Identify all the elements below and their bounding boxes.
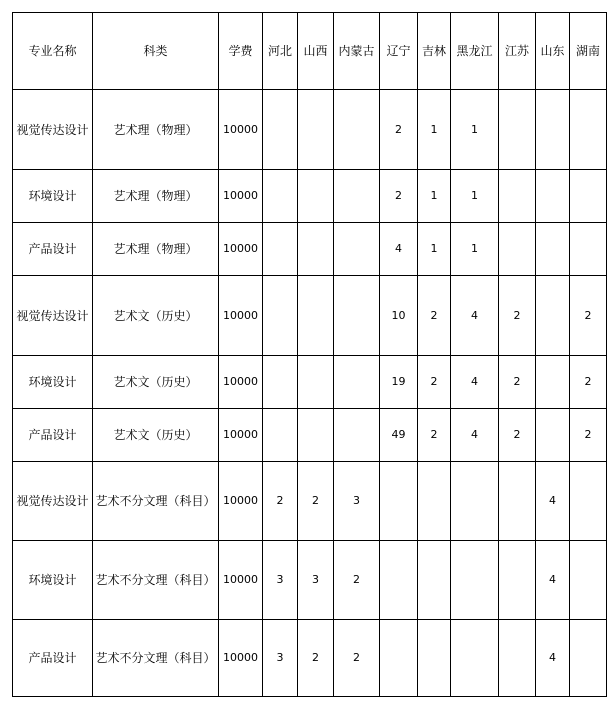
cell-hebei: 3 <box>263 541 298 620</box>
cell-jiangsu <box>499 620 536 697</box>
cell-shandong: 4 <box>536 541 570 620</box>
cell-hunan: 2 <box>570 356 607 409</box>
cell-liaoning: 49 <box>380 409 418 462</box>
cell-shanxi: 2 <box>298 462 334 541</box>
cell-tuition: 10000 <box>219 276 263 356</box>
header-shandong: 山东 <box>536 13 570 90</box>
cell-jiangsu <box>499 223 536 276</box>
header-jilin: 吉林 <box>418 13 451 90</box>
cell-shanxi: 3 <box>298 541 334 620</box>
cell-hunan <box>570 223 607 276</box>
header-hunan: 湖南 <box>570 13 607 90</box>
cell-shandong <box>536 356 570 409</box>
cell-neimenggu: 2 <box>334 620 380 697</box>
cell-hunan: 2 <box>570 276 607 356</box>
cell-tuition: 10000 <box>219 409 263 462</box>
cell-shandong: 4 <box>536 462 570 541</box>
cell-jilin: 2 <box>418 356 451 409</box>
cell-tuition: 10000 <box>219 90 263 170</box>
cell-jiangsu <box>499 462 536 541</box>
cell-heilongjiang: 1 <box>451 90 499 170</box>
table-row <box>13 541 607 620</box>
cell-major: 环境设计 <box>13 541 93 620</box>
cell-jilin: 2 <box>418 409 451 462</box>
cell-major: 产品设计 <box>13 223 93 276</box>
cell-liaoning <box>380 462 418 541</box>
header-hebei: 河北 <box>263 13 298 90</box>
cell-liaoning <box>380 620 418 697</box>
cell-major: 视觉传达设计 <box>13 90 93 170</box>
cell-liaoning: 10 <box>380 276 418 356</box>
cell-heilongjiang <box>451 462 499 541</box>
cell-tuition: 10000 <box>219 541 263 620</box>
table-row <box>13 356 607 409</box>
cell-jilin <box>418 462 451 541</box>
cell-category: 艺术理（物理） <box>93 90 219 170</box>
cell-category: 艺术理（物理） <box>93 223 219 276</box>
cell-hebei: 3 <box>263 620 298 697</box>
cell-shandong <box>536 170 570 223</box>
cell-shandong: 4 <box>536 620 570 697</box>
cell-hunan <box>570 90 607 170</box>
cell-heilongjiang: 4 <box>451 356 499 409</box>
table-row <box>13 462 607 541</box>
cell-shanxi <box>298 276 334 356</box>
cell-category: 艺术不分文理（科目） <box>93 620 219 697</box>
cell-shanxi <box>298 170 334 223</box>
header-category: 科类 <box>93 13 219 90</box>
cell-neimenggu <box>334 223 380 276</box>
cell-category: 艺术不分文理（科目） <box>93 541 219 620</box>
enrollment-plan-table <box>12 12 607 697</box>
cell-liaoning: 2 <box>380 90 418 170</box>
cell-hebei <box>263 170 298 223</box>
cell-shanxi <box>298 356 334 409</box>
cell-heilongjiang <box>451 620 499 697</box>
cell-tuition: 10000 <box>219 356 263 409</box>
table-row <box>13 170 607 223</box>
cell-major: 视觉传达设计 <box>13 276 93 356</box>
table-row <box>13 90 607 170</box>
header-heilongjiang: 黑龙江 <box>451 13 499 90</box>
cell-category: 艺术文（历史） <box>93 356 219 409</box>
cell-shandong <box>536 223 570 276</box>
cell-category: 艺术文（历史） <box>93 409 219 462</box>
cell-shanxi <box>298 409 334 462</box>
cell-shanxi: 2 <box>298 620 334 697</box>
cell-tuition: 10000 <box>219 170 263 223</box>
header-jiangsu: 江苏 <box>499 13 536 90</box>
cell-hunan: 2 <box>570 409 607 462</box>
cell-hebei <box>263 356 298 409</box>
cell-neimenggu <box>334 90 380 170</box>
cell-hebei <box>263 409 298 462</box>
cell-major: 环境设计 <box>13 170 93 223</box>
cell-category: 艺术文（历史） <box>93 276 219 356</box>
cell-hebei <box>263 90 298 170</box>
cell-jiangsu: 2 <box>499 409 536 462</box>
cell-neimenggu: 3 <box>334 462 380 541</box>
cell-hunan <box>570 170 607 223</box>
cell-jiangsu <box>499 90 536 170</box>
cell-heilongjiang: 1 <box>451 223 499 276</box>
header-shanxi: 山西 <box>298 13 334 90</box>
cell-heilongjiang: 4 <box>451 409 499 462</box>
cell-jilin: 2 <box>418 276 451 356</box>
header-liaoning: 辽宁 <box>380 13 418 90</box>
cell-neimenggu <box>334 409 380 462</box>
cell-shandong <box>536 409 570 462</box>
cell-category: 艺术理（物理） <box>93 170 219 223</box>
header-tuition: 学费 <box>219 13 263 90</box>
cell-heilongjiang <box>451 541 499 620</box>
cell-major: 环境设计 <box>13 356 93 409</box>
header-major: 专业名称 <box>13 13 93 90</box>
cell-hebei: 2 <box>263 462 298 541</box>
cell-neimenggu <box>334 170 380 223</box>
cell-liaoning <box>380 541 418 620</box>
cell-jiangsu <box>499 541 536 620</box>
cell-jilin: 1 <box>418 170 451 223</box>
table-row <box>13 223 607 276</box>
cell-major: 产品设计 <box>13 620 93 697</box>
table-row <box>13 409 607 462</box>
cell-heilongjiang: 1 <box>451 170 499 223</box>
cell-tuition: 10000 <box>219 620 263 697</box>
header-row <box>13 13 607 90</box>
cell-jilin: 1 <box>418 223 451 276</box>
cell-hunan <box>570 541 607 620</box>
cell-major: 视觉传达设计 <box>13 462 93 541</box>
table-row <box>13 276 607 356</box>
cell-jiangsu: 2 <box>499 356 536 409</box>
cell-major: 产品设计 <box>13 409 93 462</box>
cell-neimenggu: 2 <box>334 541 380 620</box>
table-row <box>13 620 607 697</box>
cell-neimenggu <box>334 276 380 356</box>
cell-shanxi <box>298 223 334 276</box>
cell-jiangsu <box>499 170 536 223</box>
cell-neimenggu <box>334 356 380 409</box>
cell-jiangsu: 2 <box>499 276 536 356</box>
cell-liaoning: 2 <box>380 170 418 223</box>
cell-jilin <box>418 620 451 697</box>
header-neimenggu: 内蒙古 <box>334 13 380 90</box>
cell-heilongjiang: 4 <box>451 276 499 356</box>
cell-liaoning: 19 <box>380 356 418 409</box>
cell-tuition: 10000 <box>219 223 263 276</box>
cell-hunan <box>570 462 607 541</box>
cell-hunan <box>570 620 607 697</box>
cell-shanxi <box>298 90 334 170</box>
cell-jilin <box>418 541 451 620</box>
cell-liaoning: 4 <box>380 223 418 276</box>
cell-tuition: 10000 <box>219 462 263 541</box>
cell-shandong <box>536 276 570 356</box>
cell-hebei <box>263 223 298 276</box>
cell-shandong <box>536 90 570 170</box>
cell-category: 艺术不分文理（科目） <box>93 462 219 541</box>
cell-jilin: 1 <box>418 90 451 170</box>
cell-hebei <box>263 276 298 356</box>
